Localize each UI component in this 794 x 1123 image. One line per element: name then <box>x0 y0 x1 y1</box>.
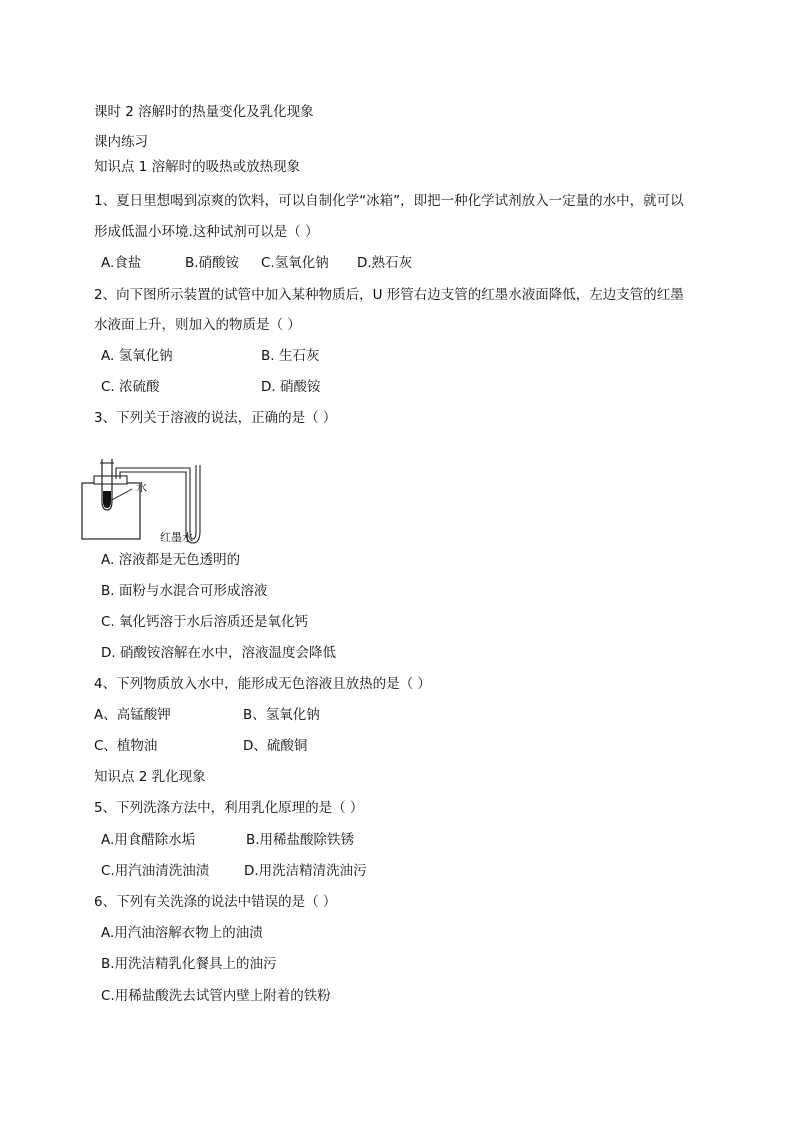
q2-stem-line1: 2、向下图所示装置的试管中加入某种物质后，U 形管右边支管的红墨水液面降低，左边支管的红墨 <box>94 287 684 303</box>
q3-stem: 3、下列关于溶液的说法，正确的是（ ） <box>94 410 337 426</box>
q2-option-a: A. 氢氧化钠 <box>101 348 173 364</box>
u-tube-outer <box>190 465 196 539</box>
q3-option-d: D. 硝酸铵溶解在水中，溶液温度会降低 <box>101 645 336 661</box>
section-heading: 课内练习 <box>94 134 148 150</box>
q6-option-a: A.用汽油溶解衣物上的油渍 <box>101 925 263 941</box>
q1-option-b: B.硝酸铵 <box>185 255 240 271</box>
water-label: 水 <box>136 481 147 494</box>
q4-stem: 4、下列物质放入水中，能形成无色溶液且放热的是（ ） <box>94 676 431 692</box>
q3-option-c: C. 氧化钙溶于水后溶质还是氧化钙 <box>101 614 309 630</box>
q4-option-c: C、植物油 <box>94 738 158 754</box>
q5-option-b: B.用稀盐酸除铁锈 <box>246 832 355 848</box>
q1-stem-line2: 形成低温小环境.这种试剂可以是（ ） <box>94 224 319 240</box>
water-pointer <box>110 489 132 501</box>
q4-option-a: A、高锰酸钾 <box>94 707 171 723</box>
q2-option-c: C. 浓硫酸 <box>101 379 160 395</box>
q1-option-a: A.食盐 <box>101 255 142 271</box>
apparatus-diagram <box>80 455 210 547</box>
q6-stem: 6、下列有关洗涤的说法中错误的是（ ） <box>94 894 337 910</box>
red-ink-label: 红墨水 <box>160 531 193 544</box>
q5-stem: 5、下列洗涤方法中，利用乳化原理的是（ ） <box>94 800 364 816</box>
q2-stem-line2: 水液面上升，则加入的物质是（ ） <box>94 317 301 333</box>
tube-liquid <box>103 491 111 508</box>
q1-option-d: D.熟石灰 <box>357 255 413 271</box>
q6-option-b: B.用洗洁精乳化餐具上的油污 <box>101 956 277 972</box>
q1-stem-line1: 1、夏日里想喝到凉爽的饮料，可以自制化学“冰箱”，即把一种化学试剂放入一定量的水中，就可以 <box>94 193 684 209</box>
q2-option-b: B. 生石灰 <box>261 348 320 364</box>
q6-option-c: C.用稀盐酸洗去试管内壁上附着的铁粉 <box>101 988 331 1004</box>
q3-option-b: B. 面粉与水混合可形成溶液 <box>101 583 268 599</box>
q5-option-c: C.用汽油清洗油渍 <box>101 863 210 879</box>
q4-option-b: B、氢氧化钠 <box>243 707 320 723</box>
stopper <box>94 476 127 484</box>
q5-option-d: D.用洗洁精清洗油污 <box>244 863 367 879</box>
q4-option-d: D、硫酸铜 <box>243 738 308 754</box>
q1-option-c: C.氢氧化钠 <box>261 255 329 271</box>
q5-option-a: A.用食醋除水垢 <box>101 832 196 848</box>
knowledge-point-1: 知识点 1 溶解时的吸热或放热现象 <box>94 159 301 175</box>
q2-option-d: D. 硝酸铵 <box>261 379 321 395</box>
knowledge-point-2: 知识点 2 乳化现象 <box>94 769 206 785</box>
connecting-tube-inner <box>120 472 186 531</box>
lesson-title: 课时 2 溶解时的热量变化及乳化现象 <box>94 104 314 120</box>
q3-option-a: A. 溶液都是无色透明的 <box>101 552 241 568</box>
